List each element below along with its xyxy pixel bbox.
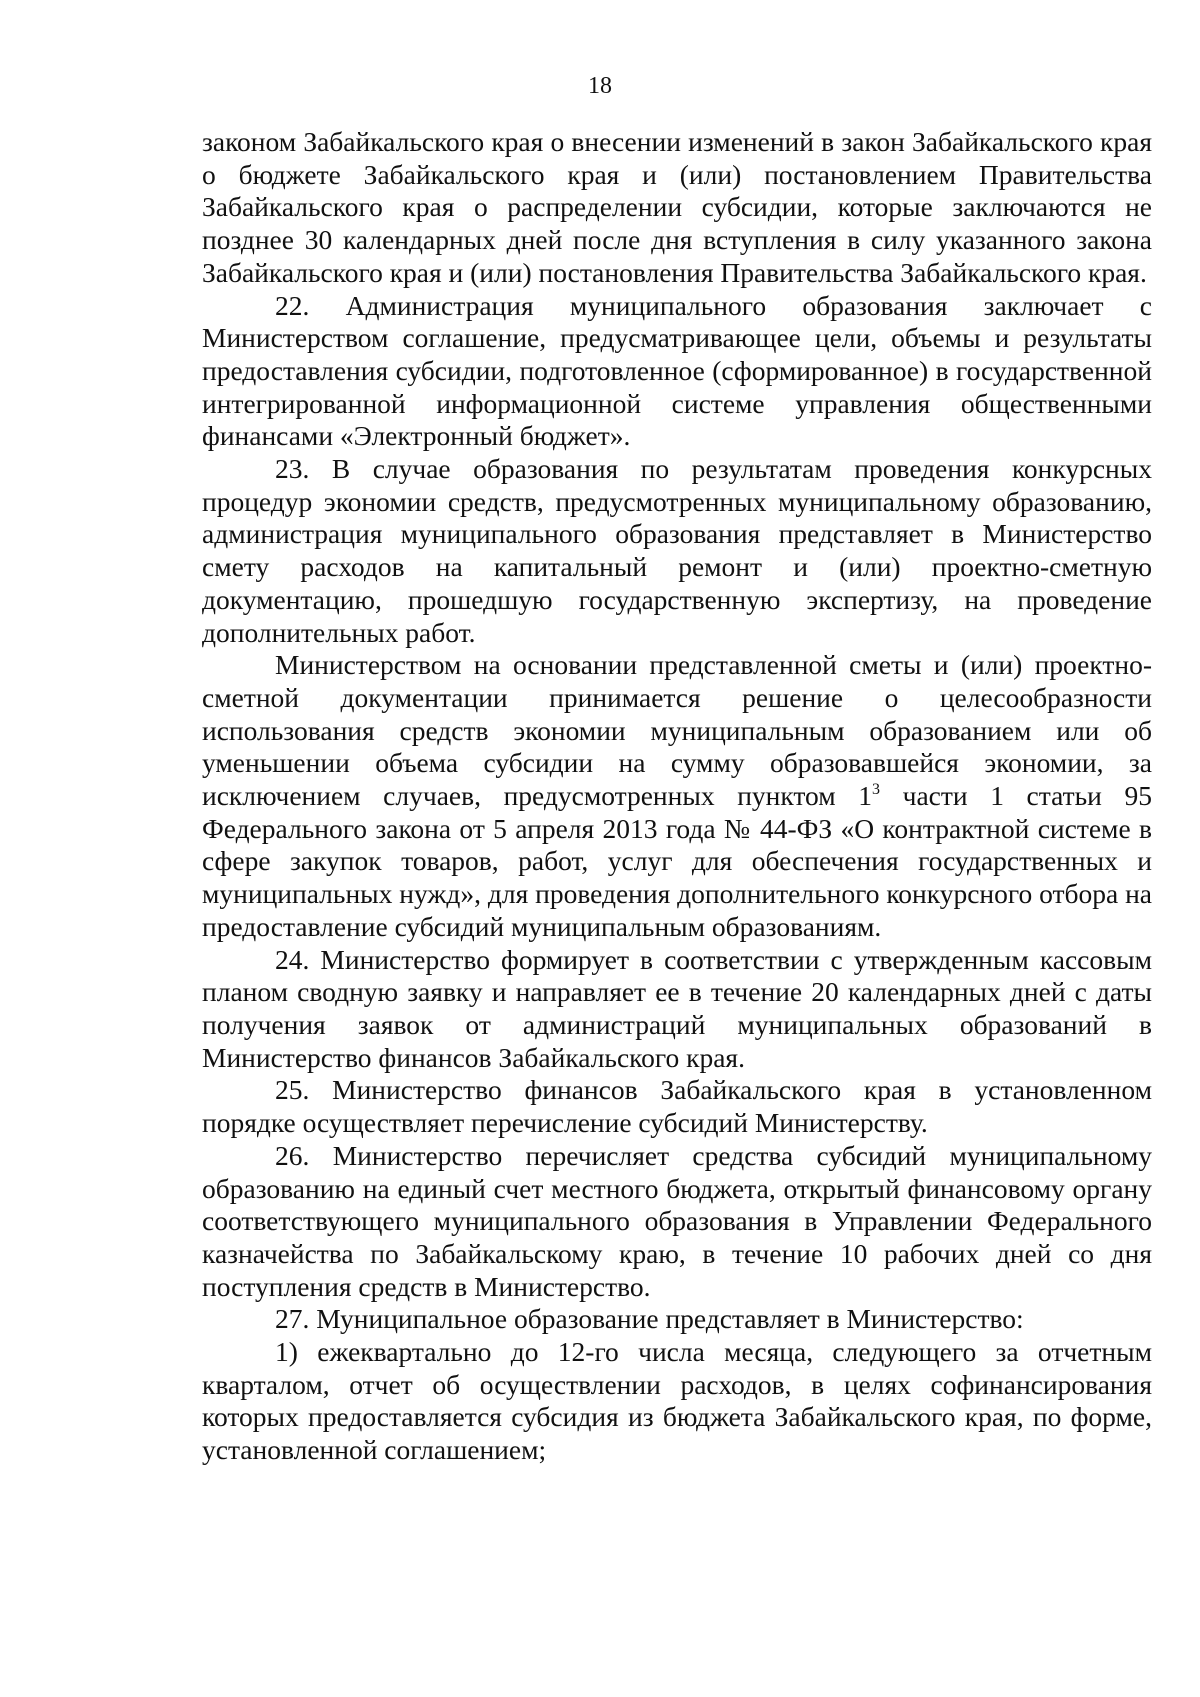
- paragraph-23-continuation-text-after: части 1 статьи 95 Федерального закона от 5 апреля 2013 года № 44-ФЗ «О контрактной системе в сфере закупок товаров, работ, услуг для обеспечения государственных и муниципальных нужд», для проведения дополнительного конкурсного отбора на предоставление субсидий муниципальным образованиям.: [202, 780, 1153, 942]
- paragraph-22: 22. Администрация муниципального образования заключает с Министерством соглашение, предусматривающее цели, объемы и результаты предоставления субсидии, подготовленное (сформированное) в государственной интегрированной информационной системе управления общественными финансами «Электронный бюджет».: [202, 289, 1152, 452]
- paragraph-23: 23. В случае образования по результатам проведения конкурсных процедур экономии средств, предусмотренных муниципальному образованию, администрация муниципального образования представляет в Министерство смету расходов на капитальный ремонт и (или) проектно-сметную документацию, прошедшую государственную экспертизу, на проведение дополнительных работ.: [202, 453, 1152, 648]
- paragraph-23-continuation: [202, 649, 1152, 943]
- paragraph-25: 25. Министерство финансов Забайкальского края в установленном порядке осуществляет перечисление субсидий Министерству.: [202, 1074, 1152, 1139]
- paragraph-continuation: законом Забайкальского края о внесении изменений в закон Забайкальского края о бюджете Забайкальского края и (или) постановлением Правительства Забайкальского края о распределении субсидии, которые заключаются не позднее 30 календарных дней после дня вступления в силу указанного закона Забайкальского края и (или) постановления Правительства Забайкальского края.: [202, 126, 1152, 288]
- paragraph-24: 24. Министерство формирует в соответствии с утвержденным кассовым планом сводную заявку и направляет ее в течение 20 календарных дней с даты получения заявок от администраций муниципальных образований в Министерство финансов Забайкальского края.: [202, 943, 1152, 1073]
- paragraph-27: 27. Муниципальное образование представляет в Министерство:: [275, 1303, 1024, 1335]
- paragraph-23-continuation-text-before: Министерством на основании представленной сметы и (или) проектно-сметной документации принимается решение о целесообразности использования средств экономии муниципальным образованием или об уменьшении объема субсидии на сумму образовавшейся экономии, за исключением случаев, предусмотренных пунктом 1: [202, 649, 1152, 812]
- paragraph-26: 26. Министерство перечисляет средства субсидий муниципальному образованию на единый счет местного бюджета, открытый финансовому органу соответствующего муниципального образования в Управлении Федерального казначейства по Забайкальскому краю, в течение 10 рабочих дней со дня поступления средств в Министерство.: [202, 1139, 1152, 1302]
- page-number: 18: [588, 73, 612, 99]
- paragraph-27-item-1: 1) ежеквартально до 12-го числа месяца, следующего за отчетным кварталом, отчет об осуществлении расходов, в целях софинансирования которых предоставляется субсидия из бюджета Забайкальского края, по форме, установленной соглашением;: [202, 1336, 1152, 1466]
- superscript-index: 3: [872, 781, 881, 799]
- document-body: [202, 126, 1152, 1467]
